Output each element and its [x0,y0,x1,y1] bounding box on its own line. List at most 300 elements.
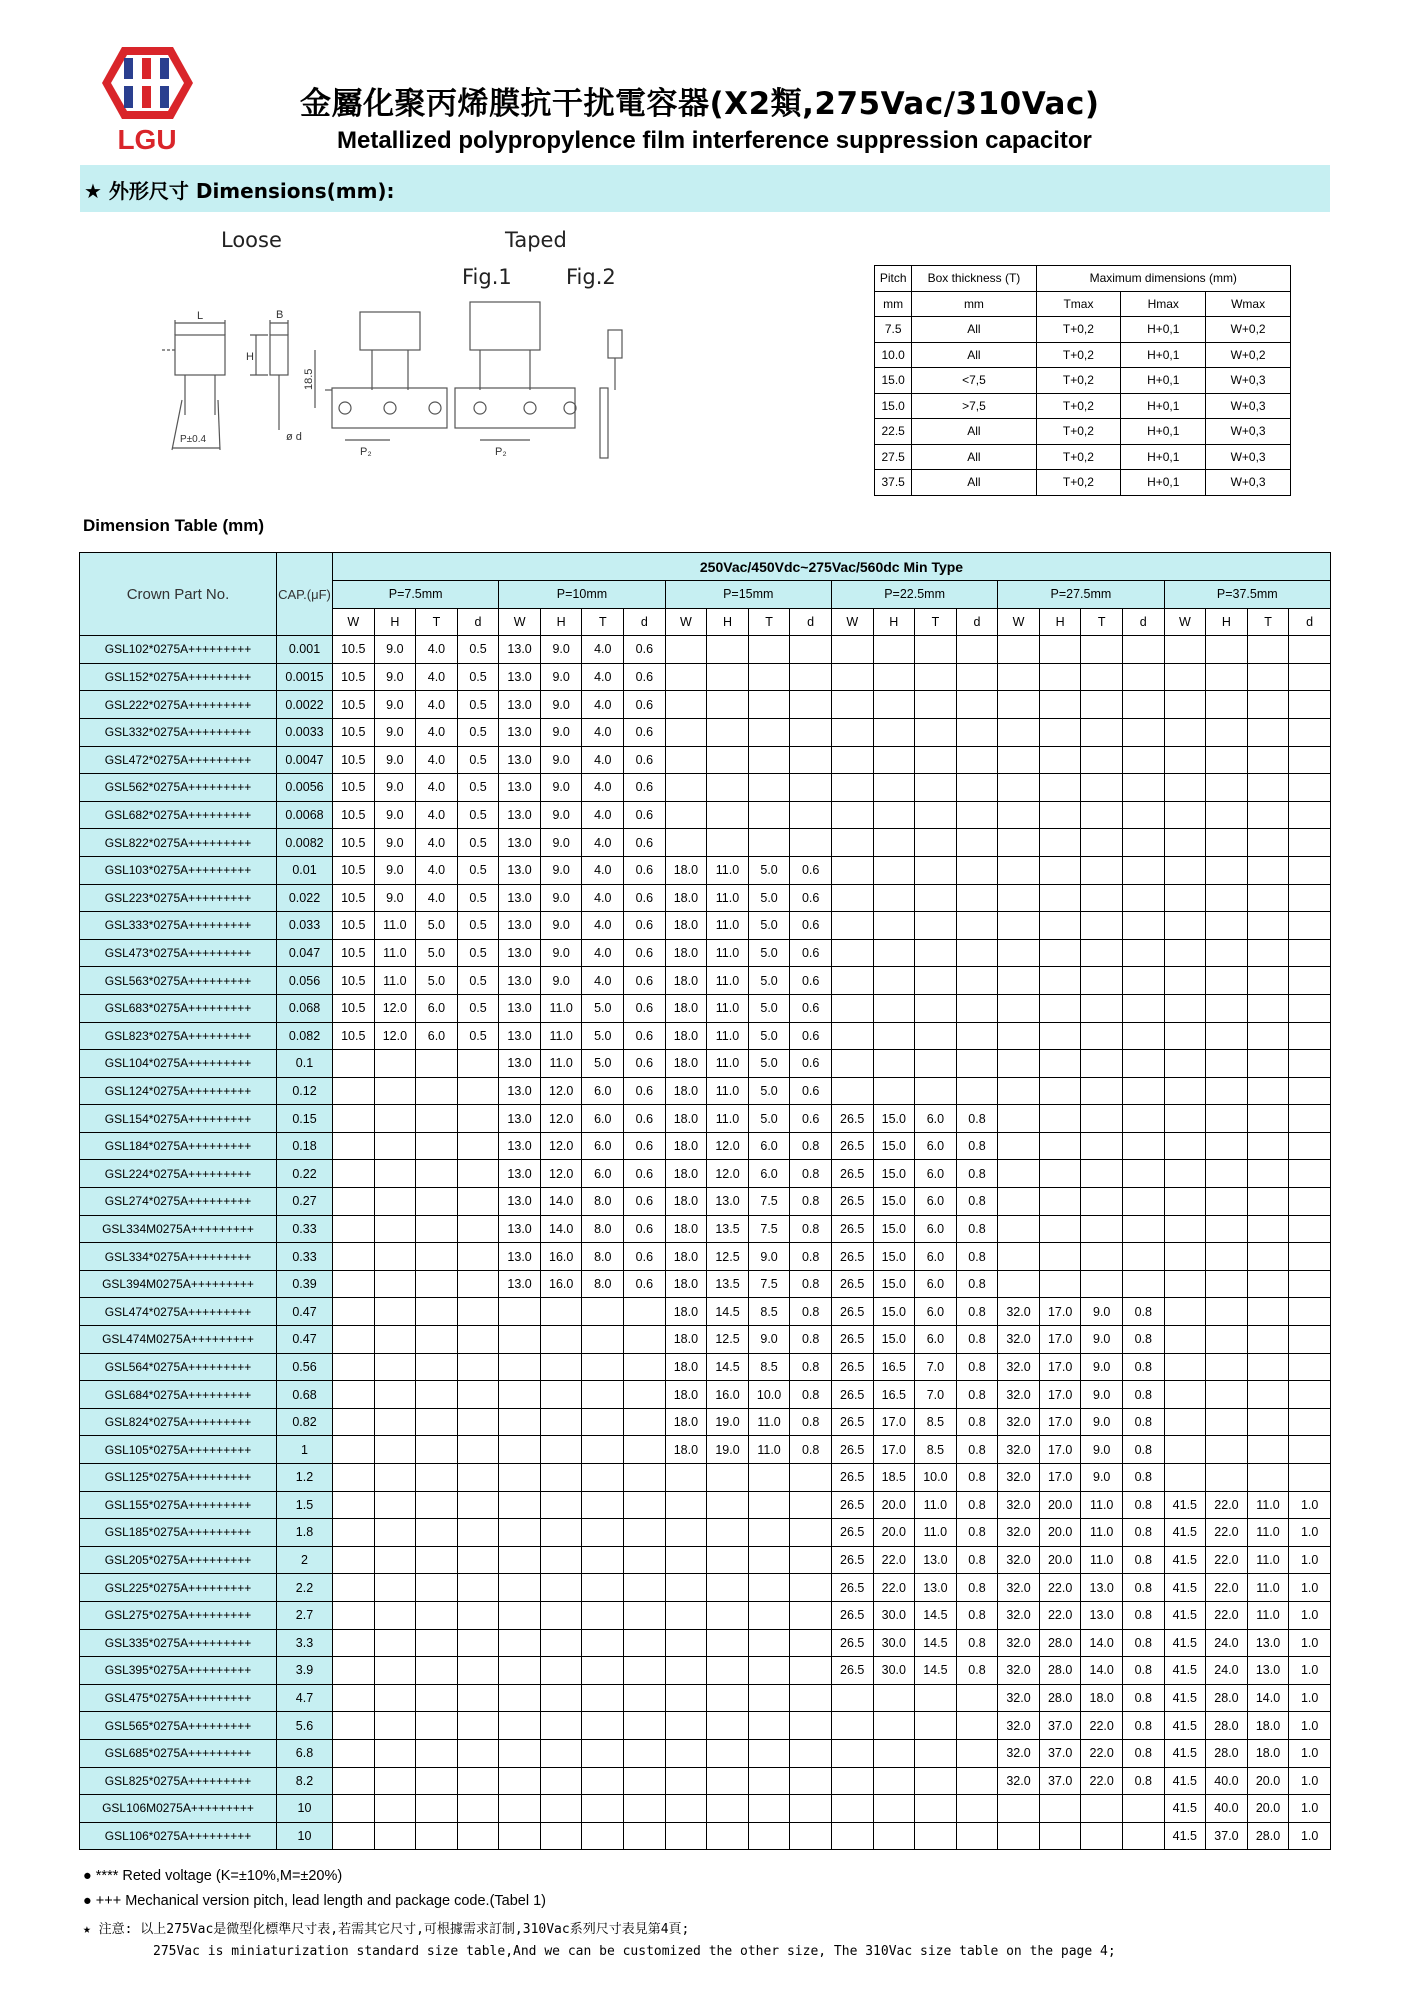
dimension-cell [665,829,707,857]
dimension-cell [790,636,832,664]
dimension-cell [416,1629,458,1657]
dimension-cell [1206,1105,1248,1133]
dimension-cell [665,691,707,719]
dimension-cell: 4.0 [582,691,624,719]
dim-L: L [196,310,204,322]
dimension-cell [831,691,873,719]
dimension-cell [582,1795,624,1823]
page-title-chinese: 金屬化聚丙烯膜抗干扰電容器(X2類,275Vac/310Vac) [300,86,1100,122]
dimension-cell [333,1050,375,1078]
pitch-group-header: P=22.5mm [831,581,997,609]
dimension-cell [790,746,832,774]
part-number-cell: GSL125*0275A+++++++++ [80,1464,277,1492]
dimension-cell: 9.0 [1081,1436,1123,1464]
dimension-cell: 18.0 [665,1132,707,1160]
dimension-cell [1289,636,1331,664]
dimension-cell: 5.0 [582,1050,624,1078]
dimension-cell [333,1712,375,1740]
dimension-cell [831,1022,873,1050]
dimension-cell: 0.8 [956,1629,998,1657]
dimension-cell [416,1050,458,1078]
dimension-cell: 15.0 [873,1243,915,1271]
dimension-cell: 15.0 [873,1215,915,1243]
capacitance-cell: 4.7 [277,1684,333,1712]
dimension-cell: 0.8 [790,1353,832,1381]
dimension-cell: 0.6 [624,1050,666,1078]
dimension-cell: 5.0 [416,967,458,995]
dimension-cell [1247,1022,1289,1050]
capacitance-cell: 2.7 [277,1601,333,1629]
dimension-cell [540,1712,582,1740]
dimension-cell [1039,746,1081,774]
dimension-cell [540,1657,582,1685]
dimension-cell [457,1436,499,1464]
dimension-cell: 17.0 [873,1408,915,1436]
table-row [80,1326,1331,1354]
part-number-cell: GSL685*0275A+++++++++ [80,1739,277,1767]
dimension-cell: 11.0 [707,967,749,995]
dimension-cell [1289,1132,1331,1160]
dimension-cell: 10.5 [333,967,375,995]
dimension-cell [707,1684,749,1712]
dimension-cell [416,1657,458,1685]
dimension-cell [956,718,998,746]
dimension-cell [1247,691,1289,719]
dimension-cell [707,1574,749,1602]
dimension-cell: 0.6 [624,912,666,940]
dimension-cell [374,1132,416,1160]
pitch-table-cell: All [912,470,1036,496]
table-row [80,663,1331,691]
dimension-cell [790,1657,832,1685]
dimension-cell [1289,939,1331,967]
dimension-cell [1289,1215,1331,1243]
dimension-cell [374,1464,416,1492]
dimension-cell [998,691,1040,719]
dimension-cell: 20.0 [1247,1795,1289,1823]
capacitance-cell: 0.022 [277,884,333,912]
dimension-cell: 0.8 [1122,1739,1164,1767]
dimension-cell [1164,1436,1206,1464]
dimension-cell [582,1381,624,1409]
table-row [80,801,1331,829]
loose-label: Loose [221,228,282,252]
dimension-cell: 13.5 [707,1215,749,1243]
dimension-cell: 11.0 [748,1436,790,1464]
dimension-cell [956,1822,998,1850]
dimension-cell [457,1326,499,1354]
dim-column-header: d [457,608,499,636]
dimension-cell [1164,774,1206,802]
dimension-cell: 13.0 [499,1160,541,1188]
dimension-cell: 14.0 [1081,1657,1123,1685]
dimension-cell [707,1657,749,1685]
dimension-cell: 0.8 [956,1105,998,1133]
pitch-table-subheader [875,291,1291,317]
dimension-cell [873,939,915,967]
part-number-cell: GSL565*0275A+++++++++ [80,1712,277,1740]
dimension-cell [707,1822,749,1850]
dimension-cell: 6.0 [915,1215,957,1243]
dimension-cell: 0.6 [790,1105,832,1133]
dimension-cell: 6.0 [582,1160,624,1188]
dimension-cell [665,801,707,829]
dimension-cell: 5.0 [748,994,790,1022]
dimension-cell [956,939,998,967]
dimension-cell: 9.0 [540,856,582,884]
dimension-cell [1122,856,1164,884]
dimension-cell: 26.5 [831,1657,873,1685]
dimension-cell [873,718,915,746]
dimension-cell [374,1050,416,1078]
dimension-cell: 12.5 [707,1243,749,1271]
dimension-cell [1289,801,1331,829]
dimension-cell [374,1767,416,1795]
dimension-cell [1081,774,1123,802]
dimension-cell [998,1132,1040,1160]
dimension-cell: 9.0 [1081,1464,1123,1492]
pitch-col-header: Pitch [875,266,912,292]
dimension-cell: 9.0 [374,691,416,719]
dimension-cell [624,1546,666,1574]
dimension-cell [333,1160,375,1188]
dimension-cell [416,1601,458,1629]
dimension-cell: 32.0 [998,1464,1040,1492]
dimension-cell: 8.0 [582,1243,624,1271]
dimension-cell [1039,1215,1081,1243]
dimension-cell [374,1491,416,1519]
pitch-table-cell: W+0,2 [1206,342,1291,368]
dimension-cell: 32.0 [998,1574,1040,1602]
dimension-cell: 18.0 [665,1353,707,1381]
pitch-table-cell: H+0,1 [1121,470,1206,496]
dimension-cell: 32.0 [998,1408,1040,1436]
part-number-cell: GSL335*0275A+++++++++ [80,1629,277,1657]
dimension-cell [457,1408,499,1436]
dimension-cell [956,994,998,1022]
dimension-cell: 13.5 [707,1270,749,1298]
dimension-cell [416,1160,458,1188]
dimension-cell: 18.0 [665,1077,707,1105]
dimension-cell: 4.0 [582,801,624,829]
dimension-cell [1247,856,1289,884]
dimension-cell: 0.8 [790,1408,832,1436]
dimension-cell [790,1546,832,1574]
dimension-cell: 10.5 [333,691,375,719]
dimension-cell [1206,1077,1248,1105]
dimension-cell [1039,1188,1081,1216]
dimension-cell: 1.0 [1289,1519,1331,1547]
table-row [80,829,1331,857]
dimension-cell [790,1574,832,1602]
dimension-cell: 13.0 [499,1050,541,1078]
dimension-cell: 10.5 [333,801,375,829]
dimension-cell [1081,1160,1123,1188]
dim-column-header: d [1289,608,1331,636]
dimension-cell [1289,774,1331,802]
dimension-cell [831,663,873,691]
dimension-cell [457,1491,499,1519]
dimension-cell [1164,1215,1206,1243]
logo-text: LGU [117,124,177,155]
dimension-cell [665,1767,707,1795]
dimension-cell [1206,1050,1248,1078]
wmax-header: Wmax [1206,291,1291,317]
box-unit: mm [912,291,1036,317]
dimension-cell [1289,691,1331,719]
dimension-cell [1164,1353,1206,1381]
dimension-cell: 26.5 [831,1353,873,1381]
dimension-cell [1039,939,1081,967]
dimension-cell: 28.0 [1206,1712,1248,1740]
dimension-cell [873,856,915,884]
dim-column-header: W [665,608,707,636]
dimension-cell: 7.0 [915,1381,957,1409]
dimension-cell [748,1684,790,1712]
dimension-cell [1081,912,1123,940]
table-row [80,1464,1331,1492]
pitch-table-cell: H+0,1 [1121,317,1206,343]
dimension-cell [1164,718,1206,746]
dimension-cell: 18.0 [665,994,707,1022]
dimension-cell [374,1712,416,1740]
dimension-cell: 0.6 [790,1077,832,1105]
part-number-cell: GSL825*0275A+++++++++ [80,1767,277,1795]
dimension-cell: 20.0 [873,1519,915,1547]
table-row [80,718,1331,746]
dimension-cell: 5.0 [416,939,458,967]
dimension-cell [374,1077,416,1105]
dimension-cell: 30.0 [873,1601,915,1629]
dimension-cell [1289,829,1331,857]
dimension-cell [915,801,957,829]
dimension-cell: 20.0 [1247,1767,1289,1795]
dimension-cell: 26.5 [831,1408,873,1436]
dimension-cell [915,1684,957,1712]
pitch-table-row [875,317,1291,343]
dimension-cell: 0.6 [624,884,666,912]
dimension-cell [748,1519,790,1547]
dim-column-header: W [333,608,375,636]
capacitance-cell: 0.33 [277,1215,333,1243]
dimension-cell [915,856,957,884]
dimension-cell [333,1795,375,1823]
capacitance-cell: 0.0068 [277,801,333,829]
dimension-cell [915,691,957,719]
dimension-cell [1122,967,1164,995]
dimension-cell [416,1767,458,1795]
dimension-cell [998,1188,1040,1216]
dimension-cell: 4.0 [582,636,624,664]
capacitance-cell: 8.2 [277,1767,333,1795]
dimension-cell [665,1491,707,1519]
dimension-cell: 0.5 [457,939,499,967]
dimension-cell [707,1464,749,1492]
dim-column-header: W [499,608,541,636]
dimension-cell [540,1767,582,1795]
pitch-table-cell: 10.0 [875,342,912,368]
dimension-cell: 11.0 [540,994,582,1022]
dimension-cell: 20.0 [1039,1546,1081,1574]
dimension-cell [915,912,957,940]
dimension-cell: 16.0 [540,1243,582,1271]
dimension-cell: 13.0 [499,1215,541,1243]
dimension-cell [1247,1050,1289,1078]
dimension-cell: 13.0 [499,994,541,1022]
dim-column-header: H [873,608,915,636]
dimension-cell [956,856,998,884]
dimension-cell [624,1684,666,1712]
dimension-cell [457,1767,499,1795]
dimension-cell [665,1629,707,1657]
dimension-cell: 14.5 [915,1629,957,1657]
dimension-cell: 20.0 [873,1491,915,1519]
dimension-cell: 7.5 [748,1270,790,1298]
pitch-table-row [875,419,1291,445]
dimension-cell [499,1326,541,1354]
part-number-cell: GSL683*0275A+++++++++ [80,994,277,1022]
dimension-cell [499,1574,541,1602]
dimension-cell [582,1712,624,1740]
dimension-cell [1247,636,1289,664]
dimension-cell: 15.0 [873,1160,915,1188]
dimension-cell: 6.0 [915,1243,957,1271]
dimension-cell [624,1629,666,1657]
table-row [80,994,1331,1022]
dimension-cell [1081,939,1123,967]
dimension-cell: 41.5 [1164,1546,1206,1574]
part-number-cell: GSL154*0275A+++++++++ [80,1105,277,1133]
dimension-cell [1206,691,1248,719]
capacitance-cell: 0.001 [277,636,333,664]
dim-column-header: H [374,608,416,636]
dimension-cell [582,1408,624,1436]
dimension-cell [457,1629,499,1657]
dimension-cell: 10.5 [333,884,375,912]
dimension-cell [499,1629,541,1657]
dimension-cell [1206,718,1248,746]
dimension-cell [1164,1077,1206,1105]
dimension-cell: 11.0 [707,939,749,967]
dimension-cell [457,1657,499,1685]
dimension-cell: 22.0 [1206,1601,1248,1629]
dimension-cell: 13.0 [499,967,541,995]
dimension-cell: 4.0 [416,636,458,664]
dimension-cell [333,1629,375,1657]
page-title-english: Metallized polypropylence film interference suppression capacitor [337,127,1092,154]
part-number-cell: GSL155*0275A+++++++++ [80,1491,277,1519]
dimension-cell [374,1105,416,1133]
dimension-cell [748,1739,790,1767]
dimension-cell: 6.0 [915,1188,957,1216]
dimension-cell: 11.0 [707,1105,749,1133]
part-number-cell: GSL332*0275A+++++++++ [80,718,277,746]
dimension-cell: 10.5 [333,912,375,940]
pitch-group-header: P=37.5mm [1164,581,1330,609]
dimension-cell [831,856,873,884]
dimension-cell [790,1491,832,1519]
dimension-cell [707,663,749,691]
dimension-cell [1289,1298,1331,1326]
dimension-cell [582,1574,624,1602]
dimension-cell [956,967,998,995]
dimension-cell [873,1022,915,1050]
dimension-cell: 15.0 [873,1270,915,1298]
part-number-cell: GSL474M0275A+++++++++ [80,1326,277,1354]
dimension-cell: 13.0 [499,829,541,857]
part-number-cell: GSL102*0275A+++++++++ [80,636,277,664]
dimension-cell [333,1215,375,1243]
dimension-cell: 13.0 [499,1022,541,1050]
dimension-cell [1081,1077,1123,1105]
dimension-cell: 24.0 [1206,1629,1248,1657]
dimension-cell [624,1464,666,1492]
dimension-cell [1039,967,1081,995]
dimension-cell [748,746,790,774]
dimension-cell [1039,1022,1081,1050]
dimension-cell [748,1464,790,1492]
dimension-cell: 10.5 [333,718,375,746]
dimension-cell: 0.6 [624,994,666,1022]
dimension-cell: 1.0 [1289,1822,1331,1850]
dimension-cell: 11.0 [1247,1546,1289,1574]
dimension-cell: 9.0 [1081,1381,1123,1409]
dimension-cell: 26.5 [831,1270,873,1298]
dimension-cell: 18.0 [665,1436,707,1464]
dimension-cell: 10.5 [333,994,375,1022]
table-row [80,1408,1331,1436]
dimension-cell [1081,1822,1123,1850]
dimension-cell [499,1298,541,1326]
dimension-cell: 10.5 [333,774,375,802]
dimension-cell [1206,912,1248,940]
table-row [80,1105,1331,1133]
dimension-cell [1289,1353,1331,1381]
dimension-cell [374,1188,416,1216]
dimension-cell [1206,1160,1248,1188]
dimension-cell [1206,856,1248,884]
dimension-cell: 13.0 [499,912,541,940]
capacitance-cell: 0.033 [277,912,333,940]
dimension-cell: 9.0 [540,636,582,664]
dimension-cell: 28.0 [1247,1822,1289,1850]
dimension-cell [915,663,957,691]
pitch-unit: mm [875,291,912,317]
dimension-cell [624,1795,666,1823]
capacitance-cell: 0.68 [277,1381,333,1409]
dimension-cell: 9.0 [1081,1326,1123,1354]
dimension-cell: 18.0 [665,967,707,995]
dimension-cell [416,1574,458,1602]
dimension-cell [748,1546,790,1574]
dimension-cell: 0.8 [956,1243,998,1271]
dimension-cell: 9.0 [540,691,582,719]
dimension-cell [956,1077,998,1105]
pitch-table-row [875,368,1291,394]
dimension-cell [416,1822,458,1850]
dimension-cell [1206,1188,1248,1216]
dimension-cell [457,1188,499,1216]
capacitance-cell: 3.3 [277,1629,333,1657]
dimension-cell [416,1353,458,1381]
dimension-cell [1081,691,1123,719]
dimension-cell [1039,1050,1081,1078]
dimension-cell: 4.0 [416,691,458,719]
dimension-cell: 0.6 [790,1022,832,1050]
dimension-cell [1247,746,1289,774]
dimension-cell: 10.5 [333,636,375,664]
dimension-cell: 0.8 [1122,1491,1164,1519]
